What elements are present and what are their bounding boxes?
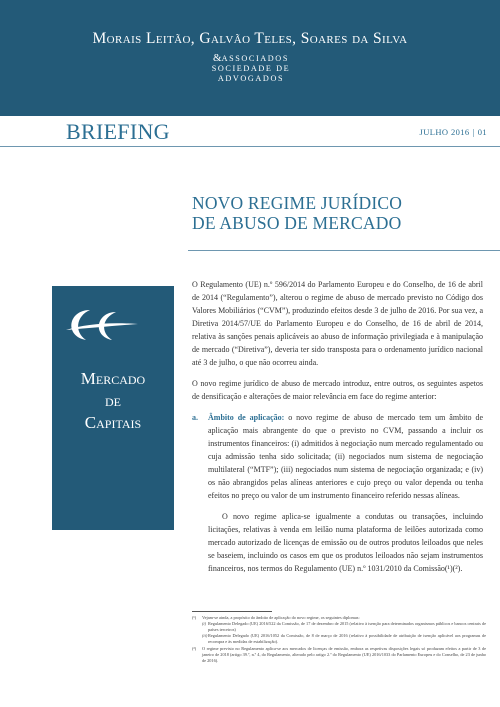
document-title-line-2: DE ABUSO DE MERCADO — [192, 213, 402, 233]
list-item-text-2: O novo regime aplica-se igualmente a condutas ou transações, incluindo licitações, relativas à venda em leilão numa plataforma de leilões autorizada como mercado autorizado de licenças de emissão ou de outros produtos leiloados que neles se baseiem, incluindo os casos em que os produtos leiloados não sejam instrumentos financeiros, nos termos do Regulamento (UE) n.º 1031/2010 da Comissão(¹)(²). — [208, 512, 483, 573]
page-number: 01 — [477, 127, 487, 137]
date-separator: | — [472, 127, 475, 137]
document-title-line-1: NOVO REGIME JURÍDICO — [192, 193, 403, 213]
footnote-sub-item — [202, 621, 486, 633]
header-rule — [0, 146, 500, 147]
footnote-mark: (¹) — [192, 615, 197, 620]
header-banner — [0, 0, 500, 116]
paragraph-1: O Regulamento (UE) n.º 596/2014 do Parlamento Europeu e do Conselho, de 16 de abril de 2014 (“Regulamento”), alterou o regime de abuso de mercado previsto no Código dos Valores Mobiliários (“CVM”), produzindo efeitos desde 3 de julho de 2016. Por sua vez, a Diretiva 2014/57/UE do Parlamento Europeu e do Conselho, de 16 de abril de 2014, relativa às sanções penais aplicáveis ao abuso de informação privilegiada e à manipulação de mercado (“Diretiva”), deveria ter sido transposta para o ordenamento jurídico nacional até 3 de julho, o que não ocorreu ainda. — [192, 280, 483, 367]
sidebar-title-line-3: Capitais — [84, 413, 142, 432]
footnote-1 — [192, 615, 486, 645]
date-label: JULHO 2016 — [419, 127, 470, 137]
footnote-rule — [192, 611, 272, 612]
sidebar-title — [52, 368, 174, 434]
sidebar-title-line-2: de — [105, 391, 121, 410]
footnote-sub-text: Regulamento Delegado (UE) 2016/522 da Comissão, de 17 de dezembro de 2015 (relativo à isenção para determinados organismos públicos e bancos centrais de países terceiros) — [208, 621, 486, 632]
footnote-sub-mark: (i) — [202, 621, 207, 626]
firm-subtitle — [176, 53, 326, 84]
date-page — [420, 127, 487, 137]
paragraph-2: O novo regime jurídico de abuso de mercado introduz, entre outros, os seguintes aspetos de densificação e alterações de maior relevância em face do regime anterior: — [192, 379, 483, 401]
document-title — [192, 193, 402, 233]
ampersand: & — [213, 52, 222, 64]
footnote-sub-text: Regulamento Delegado (UE) 2016/1052 da Comissão, de 8 de março de 2016 (relativo à possibilidade de atribuição de isenção aplicável aos programas de recompra e às medidas de estabilização). — [208, 633, 486, 644]
footnote-sub-item — [202, 633, 486, 645]
list-item-a — [192, 411, 483, 575]
footnote-sub-mark: (ii) — [202, 633, 208, 638]
footnote-text: O regime previsto no Regulamento aplica-se aos mercados de licenças de emissão, embora as respetivas disposições legais só produzam efeitos a partir de 3 de janeiro de 2018 (artigo 39.º, n.º 4, do Regulamento, alterado pelo artigo 2.º do Regulamento (UE) 2016/1033 do Parlamento Europeu e do Conselho, de 23 de junho de 2016). — [202, 646, 486, 663]
list-marker: a. — [192, 413, 198, 422]
firm-name: Morais Leitão, Galvão Teles, Soares da Silva — [92, 30, 408, 47]
briefing-label: BRIEFING — [66, 119, 170, 144]
footnote-text: Vejam-se ainda, a propósito do âmbito de aplicação do novo regime, os seguintes diplomas: — [202, 615, 360, 620]
list-item-heading: Âmbito de aplicação: — [208, 413, 285, 422]
footnotes — [192, 615, 486, 665]
firm-logo-icon — [60, 300, 142, 350]
firm-line-2: SOCIEDADE DE — [211, 64, 291, 73]
body-content — [192, 278, 483, 583]
firm-line-3: ADVOGADOS — [217, 74, 285, 83]
firm-line-1: ASSOCIADOS — [221, 54, 289, 63]
list-item-text: o novo regime de abuso de mercado tem um âmbito de aplicação mais abrangente do que o previsto no CVM, passando a incluir os instrumentos financeiros: (i) admitidos à negociação num mercado regulamentado ou cuja admissão tenha sido solicitada; (ii) negociados num sistema de negociação multilateral (“MTF”); (iii) negociados num sistema de negociação organizada; e (iv) os não abrangidos pelas alíneas anteriores e cujo preço ou valor dependa ou tenha efeitos no preço ou valor de um instrumento financeiro referido nessas alíneas. — [208, 413, 483, 500]
title-rule — [188, 250, 500, 251]
footnote-2 — [192, 646, 486, 664]
sidebar-title-line-1: Mercado — [80, 369, 146, 388]
footnote-mark: (²) — [192, 646, 197, 651]
section-sidebar — [52, 286, 174, 530]
